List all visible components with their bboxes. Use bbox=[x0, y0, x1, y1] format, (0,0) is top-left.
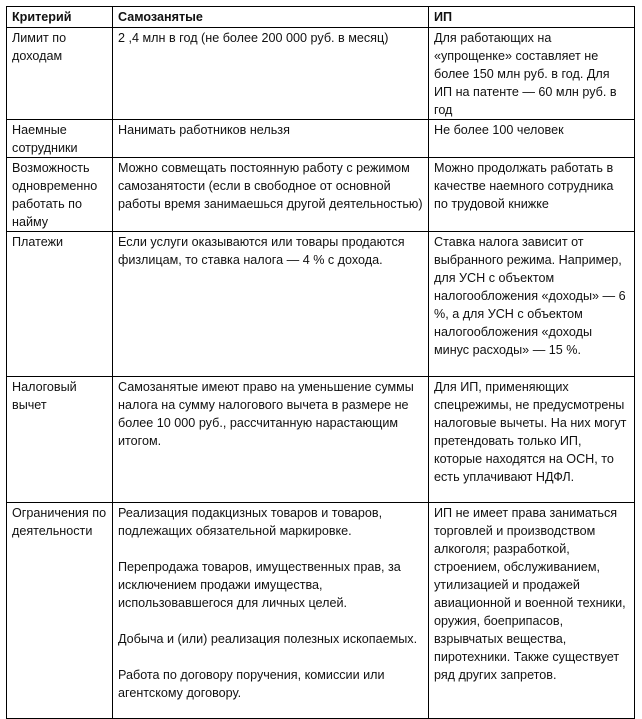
header-self-employed: Самозанятые bbox=[113, 7, 429, 28]
self-employed-cell bbox=[113, 503, 429, 719]
table-row bbox=[7, 158, 635, 232]
ip-cell bbox=[429, 503, 635, 719]
comparison-table bbox=[6, 6, 635, 719]
ip-cell bbox=[429, 120, 635, 158]
cell-text: Не более 100 человек bbox=[434, 123, 564, 137]
self-employed-cell bbox=[113, 158, 429, 232]
cell-text: Для ИП, применяющих спецрежимы, не предусмотрены налоговые вычеты. На них могут претендовать только ИП, которые находятся на ОСН, то есть уплачивают НДФЛ. bbox=[434, 380, 627, 484]
cell-text: Добыча и (или) реализация полезных ископаемых. bbox=[118, 632, 418, 646]
ip-cell bbox=[429, 28, 635, 120]
cell-text: Можно совмещать постоянную работу с режимом самозанятости (если в свободное от основной работы время занимаешься другой деятельностью) bbox=[118, 161, 423, 211]
self-employed-cell bbox=[113, 120, 429, 158]
table-row bbox=[7, 28, 635, 120]
ip-cell bbox=[429, 232, 635, 377]
self-employed-cell bbox=[113, 377, 429, 503]
cell-text: Ставка налога зависит от выбранного режима. Например, для УСН с объектом налогообложения «доходы» — 6 %, а для УСН с объектом налогообложения «доходы минус расходы» — 15 %. bbox=[434, 235, 626, 357]
cell-text: Перепродажа товаров, имущественных прав, за исключением продажи имущества, использовавшегося для личных целей. bbox=[118, 560, 401, 610]
self-employed-cell bbox=[113, 232, 429, 377]
table-row bbox=[7, 503, 635, 719]
header-ip: ИП bbox=[429, 7, 635, 28]
table-header-row bbox=[7, 7, 635, 28]
cell-text: Нанимать работников нельзя bbox=[118, 123, 290, 137]
header-criterion: Критерий bbox=[7, 7, 113, 28]
table-row bbox=[7, 120, 635, 158]
cell-text: Работа по договору поручения, комиссии или агентскому договору. bbox=[118, 668, 385, 700]
ip-cell bbox=[429, 158, 635, 232]
criterion-cell: Лимит по доходам bbox=[7, 28, 113, 120]
criterion-cell: Платежи bbox=[7, 232, 113, 377]
criterion-cell: Налоговый вычет bbox=[7, 377, 113, 503]
cell-text: Реализация подакцизных товаров и товаров, подлежащих обязательной маркировке. bbox=[118, 506, 383, 538]
self-employed-cell bbox=[113, 28, 429, 120]
cell-text: Если услуги оказываются или товары продаются физлицам, то ставка налога — 4 % с дохода. bbox=[118, 235, 405, 267]
table-row bbox=[7, 377, 635, 503]
cell-text: ИП не имеет права заниматься торговлей и производством алкоголя; разработкой, строением, обслуживанием, утилизацией и продажей авиационной и военной техники, оружия, боеприпасов, взрывчатых вещества, пиротехники. Также существует ряд других запретов. bbox=[434, 506, 626, 682]
table-row bbox=[7, 232, 635, 377]
criterion-cell: Ограничения по деятельности bbox=[7, 503, 113, 719]
cell-text: Можно продолжать работать в качестве наемного сотрудника по трудовой книжке bbox=[434, 161, 614, 211]
cell-text: Для работающих на «упрощенке» составляет не более 150 млн руб. в год. Для ИП на патенте — 60 млн руб. в год bbox=[434, 31, 617, 117]
cell-text: 2 ,4 млн в год (не более 200 000 руб. в месяц) bbox=[118, 31, 389, 45]
criterion-cell: Возможность одновременно работать по найму bbox=[7, 158, 113, 232]
ip-cell bbox=[429, 377, 635, 503]
cell-text: Самозанятые имеют право на уменьшение суммы налога на сумму налогового вычета в размере не более 10 000 руб., рассчитанную нарастающим итогом. bbox=[118, 380, 414, 448]
criterion-cell: Наемные сотрудники bbox=[7, 120, 113, 158]
